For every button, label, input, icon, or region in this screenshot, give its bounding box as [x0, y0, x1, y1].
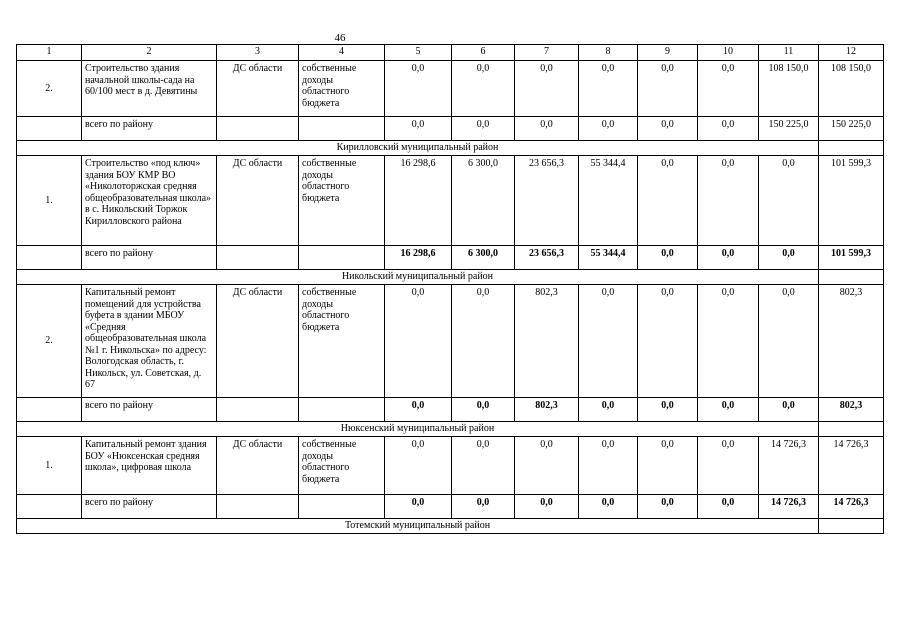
value-cell: 0,0 — [759, 156, 819, 246]
header-cell: 2 — [82, 45, 217, 61]
total-value: 0,0 — [385, 117, 452, 141]
row-index: 1. — [17, 437, 82, 495]
value-cell: 108 150,0 — [759, 61, 819, 117]
row-index: 2. — [17, 61, 82, 117]
total-value: 0,0 — [638, 398, 698, 422]
value-cell: 0,0 — [698, 437, 759, 495]
total-label: всего по району — [82, 117, 217, 141]
value-cell: 0,0 — [638, 285, 698, 398]
header-cell: 9 — [638, 45, 698, 61]
value-cell: 101 599,3 — [819, 156, 884, 246]
district-name: Нюксенский муниципальный район — [17, 422, 819, 437]
district-row — [17, 519, 884, 534]
value-cell: 16 298,6 — [385, 156, 452, 246]
value-cell: 0,0 — [579, 437, 638, 495]
header-cell: 3 — [217, 45, 299, 61]
total-value: 6 300,0 — [452, 246, 515, 270]
total-label: всего по району — [82, 495, 217, 519]
total-label: всего по району — [82, 246, 217, 270]
total-value: 0,0 — [698, 398, 759, 422]
value-cell: 802,3 — [515, 285, 579, 398]
total-value: 0,0 — [638, 495, 698, 519]
total-value: 0,0 — [452, 117, 515, 141]
value-cell: 0,0 — [452, 61, 515, 117]
district-row — [17, 141, 884, 156]
total-value: 0,0 — [698, 246, 759, 270]
value-cell: 0,0 — [515, 437, 579, 495]
value-cell: 802,3 — [819, 285, 884, 398]
total-value: 0,0 — [759, 246, 819, 270]
value-cell: 55 344,4 — [579, 156, 638, 246]
total-value: 0,0 — [759, 398, 819, 422]
district-name: Кирилловский муниципальный район — [17, 141, 819, 156]
total-value: 0,0 — [452, 398, 515, 422]
total-value: 101 599,3 — [819, 246, 884, 270]
object-name: Капитальный ремонт здания БОУ «Нюксенская средняя школа», цифровая школа — [82, 437, 217, 495]
value-cell: 0,0 — [698, 156, 759, 246]
value-cell: 0,0 — [515, 61, 579, 117]
value-cell: 0,0 — [579, 285, 638, 398]
table-row — [17, 285, 884, 398]
funding-source: собственные доходы областного бюджета — [299, 437, 385, 495]
value-cell: 0,0 — [698, 61, 759, 117]
total-value: 0,0 — [698, 495, 759, 519]
value-cell: 0,0 — [579, 61, 638, 117]
value-cell: 14 726,3 — [759, 437, 819, 495]
value-cell: 108 150,0 — [819, 61, 884, 117]
header-cell: 10 — [698, 45, 759, 61]
total-value: 0,0 — [452, 495, 515, 519]
organization: ДС области — [217, 437, 299, 495]
organization: ДС области — [217, 285, 299, 398]
total-label: всего по району — [82, 398, 217, 422]
total-value: 14 726,3 — [819, 495, 884, 519]
total-value: 0,0 — [579, 495, 638, 519]
funding-source: собственные доходы областного бюджета — [299, 156, 385, 246]
total-value: 802,3 — [819, 398, 884, 422]
funding-source: собственные доходы областного бюджета — [299, 285, 385, 398]
row-index: 1. — [17, 156, 82, 246]
value-cell: 0,0 — [452, 285, 515, 398]
total-value: 55 344,4 — [579, 246, 638, 270]
table-row — [17, 437, 884, 495]
total-value: 0,0 — [579, 117, 638, 141]
value-cell: 0,0 — [385, 285, 452, 398]
object-name: Капитальный ремонт помещений для устройства буфета в здании МБОУ «Средняя общеобразовательная школа №1 г. Никольска» по адресу: Вологодская область, г. Никольск, ул. Советская, д. 67 — [82, 285, 217, 398]
total-row — [17, 246, 884, 270]
value-cell: 6 300,0 — [452, 156, 515, 246]
value-cell: 0,0 — [638, 61, 698, 117]
value-cell: 0,0 — [452, 437, 515, 495]
district-name: Тотемский муниципальный район — [17, 519, 819, 534]
district-row — [17, 270, 884, 285]
header-cell: 1 — [17, 45, 82, 61]
total-value: 0,0 — [698, 117, 759, 141]
total-row — [17, 398, 884, 422]
organization: ДС области — [217, 156, 299, 246]
district-name: Никольский муниципальный район — [17, 270, 819, 285]
object-name: Строительство здания начальной школы-сада на 60/100 мест в д. Девятины — [82, 61, 217, 117]
total-row — [17, 495, 884, 519]
header-cell: 5 — [385, 45, 452, 61]
total-row — [17, 117, 884, 141]
funding-source: собственные доходы областного бюджета — [299, 61, 385, 117]
value-cell: 14 726,3 — [819, 437, 884, 495]
total-value: 802,3 — [515, 398, 579, 422]
header-cell: 4 — [299, 45, 385, 61]
table-row — [17, 156, 884, 246]
total-value: 23 656,3 — [515, 246, 579, 270]
total-value: 0,0 — [579, 398, 638, 422]
total-value: 0,0 — [638, 246, 698, 270]
total-value: 150 225,0 — [819, 117, 884, 141]
header-cell: 8 — [579, 45, 638, 61]
budget-table — [16, 44, 884, 534]
value-cell: 0,0 — [638, 437, 698, 495]
total-value: 0,0 — [385, 398, 452, 422]
table-row — [17, 61, 884, 117]
district-row — [17, 422, 884, 437]
header-cell: 12 — [819, 45, 884, 61]
total-value: 0,0 — [385, 495, 452, 519]
value-cell: 0,0 — [698, 285, 759, 398]
total-value: 0,0 — [515, 117, 579, 141]
value-cell: 23 656,3 — [515, 156, 579, 246]
total-value: 14 726,3 — [759, 495, 819, 519]
header-cell: 7 — [515, 45, 579, 61]
header-cell: 11 — [759, 45, 819, 61]
page-number: 46 — [334, 32, 346, 44]
header-cell: 6 — [452, 45, 515, 61]
organization: ДС области — [217, 61, 299, 117]
value-cell: 0,0 — [385, 437, 452, 495]
value-cell: 0,0 — [638, 156, 698, 246]
object-name: Строительство «под ключ» здания БОУ КМР ВО «Николоторжская средняя общеобразовательная школа» в с. Никольский Торжок Кирилловского района — [82, 156, 217, 246]
value-cell: 0,0 — [759, 285, 819, 398]
header-row — [17, 45, 884, 61]
total-value: 150 225,0 — [759, 117, 819, 141]
total-value: 16 298,6 — [385, 246, 452, 270]
row-index: 2. — [17, 285, 82, 398]
total-value: 0,0 — [515, 495, 579, 519]
total-value: 0,0 — [638, 117, 698, 141]
value-cell: 0,0 — [385, 61, 452, 117]
